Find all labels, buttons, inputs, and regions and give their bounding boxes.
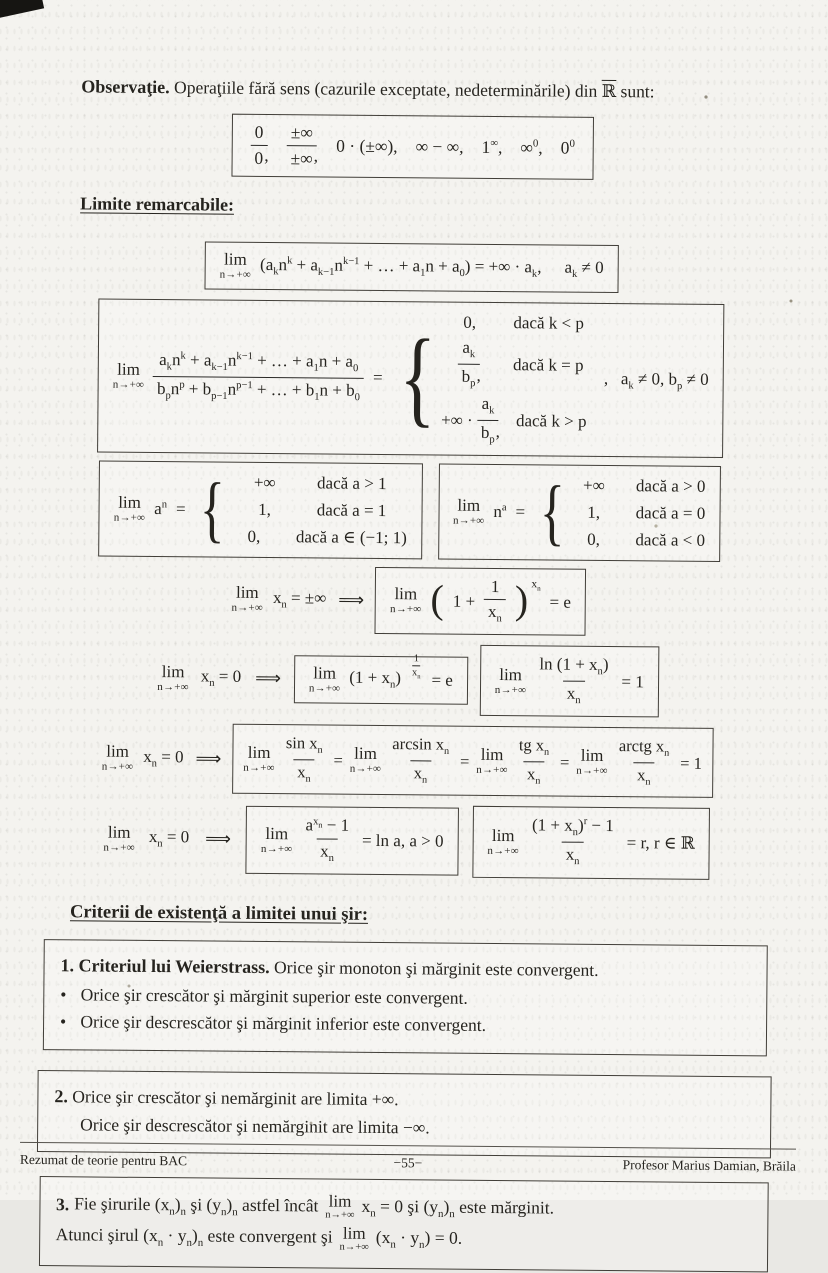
equals-sign: = bbox=[560, 750, 570, 773]
indeterminate-forms-row bbox=[0, 112, 827, 182]
polynomial-limit-row bbox=[0, 240, 826, 295]
formula-power-limit-box bbox=[472, 806, 710, 879]
case-k-greater-p: +∞ · $\frac{a_k}{b_p}$ , dacă k > p bbox=[441, 394, 587, 448]
equals-one: = 1 bbox=[680, 751, 702, 774]
limit-operator: lim n→+∞ bbox=[476, 746, 508, 776]
limit-operator: lim n→+∞ bbox=[261, 825, 293, 855]
limit-operator: lim n→+∞ bbox=[453, 497, 485, 527]
limit-operator: lim n→+∞ bbox=[390, 586, 422, 616]
limit-operator: lim n→+∞ bbox=[309, 664, 341, 694]
extended-reals-symbol: ℝ bbox=[602, 81, 617, 101]
ln-fraction: $\frac{\ln (1 + x_n)}{x_n}$ bbox=[535, 655, 613, 709]
case-k-equal-p: $\frac{a_k}{b_p}$ , dacă k = p bbox=[441, 338, 587, 392]
page-number: −55− bbox=[278, 1153, 537, 1174]
criterion-1-label: 1. Criteriul lui Weierstrass. bbox=[60, 956, 269, 978]
limit-operator: lim n→+∞ bbox=[576, 747, 608, 777]
equals-sign: = bbox=[373, 366, 383, 390]
page-footer bbox=[20, 1142, 796, 1177]
fraction-inf-over-inf: $\frac{\pm\infty}{\pm\infty}$ , bbox=[287, 122, 319, 169]
exponent-xn: $x_n$ bbox=[531, 577, 540, 595]
one-over-xn-fraction: $\frac{1}{x_n}$ bbox=[484, 577, 506, 627]
criterion-1-box bbox=[43, 939, 768, 1056]
formula-ln-limit-box bbox=[480, 645, 659, 718]
limit-operator: lim n→+∞ bbox=[340, 1224, 369, 1253]
limit-operator: lim n→+∞ bbox=[103, 824, 135, 854]
heading-criterii: Criterii de existenţă a limitei unui şir: bbox=[70, 900, 820, 932]
criterion-1-statement: 1. Criteriul lui Weierstrass. Orice şir monoton şi mărginit este convergent. bbox=[60, 954, 750, 985]
arcsin-fraction: $\frac{\arcsin x_n}{x_n}$ bbox=[388, 734, 453, 787]
implies-arrow: ⟹ bbox=[255, 666, 280, 691]
equals-ln-a: = ln a, a > 0 bbox=[362, 829, 444, 854]
limit-operator: lim n→+∞ bbox=[113, 361, 145, 391]
indeterminate-one-pow-inf: 1∞, bbox=[481, 135, 502, 160]
power-r-fraction: $\frac{(1 + x_n)^r - 1}{x_n}$ bbox=[528, 816, 618, 870]
e-and-ln-limits-row bbox=[0, 641, 822, 719]
bullet-icon: • bbox=[60, 1009, 76, 1034]
footer-left-text: Rezumat de teorie pentru BAC bbox=[20, 1151, 279, 1172]
hypothesis-xn-pm-inf: $x_n$ = ±∞ bbox=[273, 586, 327, 614]
rational-fraction: $\frac{a_kn^k + a_{k-1}n^{k-1} + \dots + a_1n + a_0}{b_pn^p + b_{p-1}n^{p-1} + \dots + b_1n + b_0}$ bbox=[153, 350, 364, 405]
implies-arrow: ⟹ bbox=[205, 827, 230, 852]
indeterminate-zero-pow-zero: $0^0$ bbox=[561, 136, 575, 161]
polynomial-limit-condition: $a_k \ne 0$ bbox=[564, 255, 603, 282]
e-limit-row bbox=[0, 563, 823, 638]
observation-label: Observaţie. bbox=[81, 76, 170, 97]
equals-r: = r, r ∈ ℝ bbox=[627, 831, 695, 855]
equals-sign: = bbox=[333, 748, 343, 771]
indeterminate-zero-times-inf: 0 · (±∞), bbox=[336, 134, 398, 159]
indeterminate-inf-pow-zero: ∞$^0$, bbox=[520, 136, 542, 161]
criterion-3-line-2: Atunci şirul $(x_n \cdot y_n)_n$ este convergent şi lim n→+∞ $(x_n \cdot y_n) = 0$. bbox=[56, 1222, 751, 1257]
trig-limits-row bbox=[0, 722, 822, 799]
limit-operator: lim n→+∞ bbox=[102, 743, 134, 773]
hypothesis-xn-zero: $x_n = 0$ bbox=[201, 665, 242, 693]
limit-operator: lim n→+∞ bbox=[220, 251, 252, 281]
limit-operator: lim n→+∞ bbox=[231, 584, 263, 614]
equals-one: = 1 bbox=[621, 670, 644, 694]
implies-arrow: ⟹ bbox=[338, 588, 363, 613]
indeterminate-forms-box bbox=[231, 114, 594, 180]
limit-operator: lim n→+∞ bbox=[325, 1193, 354, 1222]
hypothesis-xn-zero: $x_n = 0$ bbox=[143, 745, 184, 773]
hypothesis-xn-zero: $x_n = 0$ bbox=[149, 825, 190, 853]
rational-limit-row bbox=[0, 298, 825, 459]
heading-limite-remarcabile: Limite remarcabile: bbox=[80, 192, 826, 224]
criterion-3-box bbox=[38, 1176, 768, 1272]
fraction-zero-over-zero: $\frac{0}{0}$ , bbox=[250, 122, 269, 169]
case-k-less-p: 0, dacă k < p bbox=[442, 311, 588, 336]
arctg-fraction: $\frac{arctg x_n}{x_n}$ bbox=[615, 736, 674, 789]
a-power-n: $a^n$ bbox=[154, 497, 167, 521]
equals-e: = e bbox=[431, 668, 453, 692]
power-limits-row bbox=[0, 460, 824, 563]
criterion-3-line-1: 3. Fie şirurile $(x_n)_n$ şi $(y_n)_n$ astfel încât lim n→+∞ $x_n = 0$ şi $(y_n)_n$ este mărginit. bbox=[56, 1190, 751, 1225]
equals-sign: = bbox=[460, 750, 470, 773]
limit-operator: lim n→+∞ bbox=[487, 827, 519, 857]
criterion-1-bullet-2: • Orice şir descrescător şi mărginit inferior este convergent. bbox=[60, 1009, 750, 1040]
observation-paragraph bbox=[81, 74, 827, 106]
limit-operator: lim n→+∞ bbox=[350, 745, 382, 775]
equals-sign: = bbox=[176, 497, 186, 521]
n-power-a: $n^a$ bbox=[493, 500, 506, 524]
tg-fraction: $\frac{tg x_n}{x_n}$ bbox=[515, 735, 554, 787]
exponent-one-over-xn: $\frac{1}{x_n}$ bbox=[412, 654, 421, 681]
formula-rational-limit-box bbox=[97, 299, 724, 458]
rational-limit-conditions: , $a_k \ne 0$, $b_p \ne 0$ bbox=[604, 367, 709, 395]
formula-polynomial-limit-box bbox=[204, 242, 618, 294]
observation-text-end: sunt: bbox=[620, 81, 654, 101]
criterion-2-line-2: Orice şir descrescător şi nemărginit are limita −∞. bbox=[80, 1112, 754, 1142]
formula-exp-limit-box bbox=[246, 806, 459, 875]
sin-fraction: $\frac{\sin x_n}{x_n}$ bbox=[282, 733, 327, 786]
criterion-3-label: 3. bbox=[56, 1192, 69, 1217]
formula-trig-limits-box bbox=[232, 724, 713, 798]
indeterminate-inf-minus-inf: ∞ − ∞, bbox=[416, 135, 464, 160]
formula-one-plus-xn-limit-box: lim n→+∞ $(1 + x_n)$ $\frac{1}{x_n}$ = e bbox=[294, 655, 468, 705]
criterion-2-line-1: 2. Orice şir crescător şi nemărginit are limita +∞. bbox=[54, 1084, 754, 1115]
formula-e-limit-box: lim n→+∞ ( 1 + $\frac{1}{x_n}$ ) $x_n$ = e bbox=[375, 567, 586, 636]
cases-block bbox=[391, 310, 587, 448]
a-pow-xn-fraction: $\frac{a^{x_n} - 1}{x_n}$ bbox=[301, 816, 353, 866]
polynomial-limit-body: ($a_kn^k + a_{k-1}n^{k-1}$ + … + $a_1n + a_0$) = +∞ · $a_k$, bbox=[260, 253, 542, 283]
formula-a-power-n-box: lim n→+∞ $a^n$ = { +∞ dacă a > 1 1, dacă a = 1 0, dacă a ∈ (−1; 1) bbox=[98, 461, 422, 559]
equals-e: = e bbox=[549, 590, 571, 614]
footer-right-text: Profesor Marius Damian, Brăila bbox=[537, 1155, 796, 1176]
limit-operator: lim n→+∞ bbox=[243, 744, 275, 774]
formula-n-power-a-box: lim n→+∞ $n^a$ = { +∞ dacă a > 0 1, dacă a = 0 0, dacă a < 0 bbox=[438, 464, 721, 562]
limit-operator: lim n→+∞ bbox=[495, 666, 527, 696]
observation-text: Operaţiile fără sens (cazurile exceptate, nedeterminările) din bbox=[174, 77, 597, 101]
criterion-2-label: 2. bbox=[54, 1086, 68, 1106]
limit-operator: lim n→+∞ bbox=[114, 494, 146, 524]
limit-operator: lim n→+∞ bbox=[157, 663, 189, 693]
exp-power-limits-row bbox=[0, 802, 821, 880]
implies-arrow: ⟹ bbox=[195, 746, 220, 771]
equals-sign: = bbox=[515, 500, 525, 524]
bullet-icon: • bbox=[60, 982, 76, 1007]
criterion-1-bullet-1: • Orice şir crescător şi mărginit superior este convergent. bbox=[60, 982, 750, 1013]
